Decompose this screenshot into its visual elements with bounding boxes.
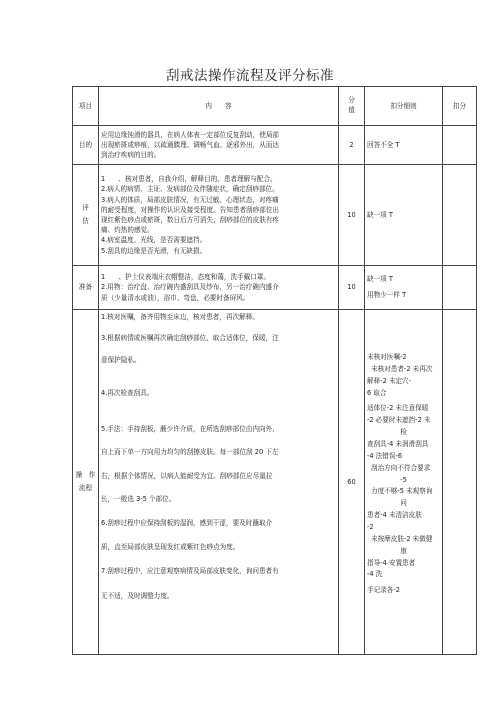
criteria-line: 手记录各-2 xyxy=(367,586,400,595)
criteria-line: 适体位-2 未注意保暖 xyxy=(367,404,429,413)
criteria-line: 缺一项 T xyxy=(367,210,393,219)
content-line: 5.手法：手持刮板，蘸少许介质，在所选刮痧部位由内向外、 xyxy=(101,425,279,434)
content-line: 右，根据个体情况，以病人能耐受为宜。刮痧部位应尽量拉 xyxy=(101,471,273,480)
criteria-line: 刮治方向不符合要求 xyxy=(371,463,431,472)
criteria-line: 查刮具-4 未润滑刮具 xyxy=(367,440,429,449)
row-item: 操 作 流程 xyxy=(73,310,99,655)
page-title: 刮戒法操作流程及评分标准 xyxy=(166,68,334,84)
row-deduct xyxy=(443,126,477,165)
row-item: 目的 xyxy=(73,126,99,165)
criteria-line: 用物少一样 T xyxy=(367,290,407,299)
criteria-line: 回答不全 T xyxy=(367,140,400,149)
content-line: 4.再次检查刮具。 xyxy=(101,388,154,397)
content-line: 长，一般选 3-5 个部位。 xyxy=(101,494,176,503)
content-line: 现红紫色痧点或瘀斑，数日后方可消失、刮痧部位的皮肤有疼 xyxy=(101,216,280,224)
content-line: 6.刮痧过程中应保持刮板的湿润，感到干涩，要及时蘸取介 xyxy=(101,519,273,528)
row-deduct xyxy=(443,310,477,655)
row-criteria xyxy=(365,266,443,310)
criteria-line: 6 取合 xyxy=(367,388,387,397)
criteria-line: 未核对医嘱-2 xyxy=(367,353,407,361)
criteria-line: 未核对患者-2 未再次 xyxy=(371,364,433,373)
content-line: 4.病室温度、光线，是否需要遮挡。 xyxy=(101,236,207,245)
criteria-line: 未按摩皮肤-2 未做健 xyxy=(371,534,433,543)
row-content xyxy=(99,126,339,165)
row-criteria xyxy=(365,126,443,165)
content-line: 5.刮具的边缘是否光滑，有无缺损。 xyxy=(101,246,207,255)
criteria-line: -4 法错误-6 xyxy=(367,451,403,460)
criteria-line: 问 xyxy=(400,499,407,508)
header-row xyxy=(73,87,477,126)
row-score: 10 xyxy=(339,165,365,266)
content-line: 3.根据病情或医嘱再次确定刮痧部位，取合适体位，保暖，注 xyxy=(101,333,279,342)
content-line: 意保护隐私。 xyxy=(101,355,141,364)
header-score: 分 值 xyxy=(339,87,365,126)
criteria-line: 力度不够-5 未观察询 xyxy=(371,487,433,496)
header-criteria: 扣分细则 xyxy=(365,87,443,126)
table-row-purpose xyxy=(73,126,477,165)
content-line: 1 、护士仪表端庄衣帽整洁，态度和蔼，洗手戴口罩。 xyxy=(101,273,271,282)
row-deduct xyxy=(443,165,477,266)
row-deduct xyxy=(443,266,477,310)
criteria-line: -2 必要时未遮挡-2 未 xyxy=(367,416,431,425)
header-item: 项目 xyxy=(73,87,99,126)
row-content xyxy=(99,310,339,655)
content-line: 的耐受程度，对操作的认识及接受程度。告知患者刮痧部位出 xyxy=(101,205,280,214)
criteria-line: 康 xyxy=(400,546,407,555)
content-line: 质（少量清水或油），浴巾、弯盘，必要时备屏风。 xyxy=(101,293,250,302)
row-criteria xyxy=(365,310,443,655)
criteria-line: -4 洗 xyxy=(367,570,383,579)
content-line: 到治疗疾病的目的。 xyxy=(101,151,161,160)
criteria-line: 指导-4 安置患者 xyxy=(367,558,416,567)
scoring-table xyxy=(72,86,477,655)
header-deduct: 扣分 xyxy=(443,87,477,126)
criteria-line: 解释-2 未定穴- xyxy=(367,376,412,385)
row-criteria xyxy=(365,165,443,266)
content-line: 2.病人的病情、主证、发病部位及伴随症状，确定刮痧部位。 xyxy=(101,185,279,194)
content-spacer xyxy=(101,365,336,378)
content-line: 应用边缘钝滑的器具，在病人体表一定部位反复刮动，使局部 xyxy=(101,130,280,139)
row-content xyxy=(99,165,339,266)
criteria-line: -5 xyxy=(400,475,407,484)
criteria-line: -2 xyxy=(367,523,374,532)
content-spacer xyxy=(101,398,336,424)
content-line: 无不适，及时调整力度。 xyxy=(101,591,174,600)
content-line: 出现瘀斑或痧痕，以疏通腠理、调畅气血、逐邪外出，从而达 xyxy=(101,140,280,149)
header-content: 内 容 xyxy=(99,87,339,126)
criteria-line: 检 xyxy=(400,428,407,437)
table-row-assessment xyxy=(73,165,477,266)
content-line: 3.病人的体质，局部皮肤情况，有无过敏、心理状态，对疼痛 xyxy=(101,195,279,204)
content-line: 痛、灼热的感觉。 xyxy=(101,226,154,235)
row-item: 准备 xyxy=(73,266,99,310)
row-score: 10 xyxy=(339,266,365,310)
row-content xyxy=(99,266,339,310)
content-line: 7.刮痧过程中，应注意观察病情及局部皮肤变化，询问患者有 xyxy=(101,567,279,576)
content-line: 质，直至局部皮肤呈现发红或紫红色痧点为度。 xyxy=(101,543,240,552)
content-line: 1 、核对患者，自我介绍，解释目的，患者理解与配合。 xyxy=(101,175,277,184)
criteria-line: 缺一项 T xyxy=(367,274,393,283)
row-item: 评 估 xyxy=(73,165,99,266)
row-score: 2 xyxy=(339,126,365,165)
table-row-preparation xyxy=(73,266,477,310)
criteria-line: 患者-4 未清洁皮肤 xyxy=(367,511,422,520)
row-score: 60 xyxy=(339,310,365,655)
content-line: 1.核对医嘱，备齐用物至床边，核对患者，再次解释。 xyxy=(101,313,259,321)
content-line: 2.用物：治疗盘、治疗碗内盛刮具及纱布，另一治疗碗内盛介 xyxy=(101,283,279,292)
table-row-procedure xyxy=(73,310,477,655)
content-line: 自上而下单一方向用力均匀的刮擦皮肤。每一部位刮 20 下左 xyxy=(101,448,279,457)
